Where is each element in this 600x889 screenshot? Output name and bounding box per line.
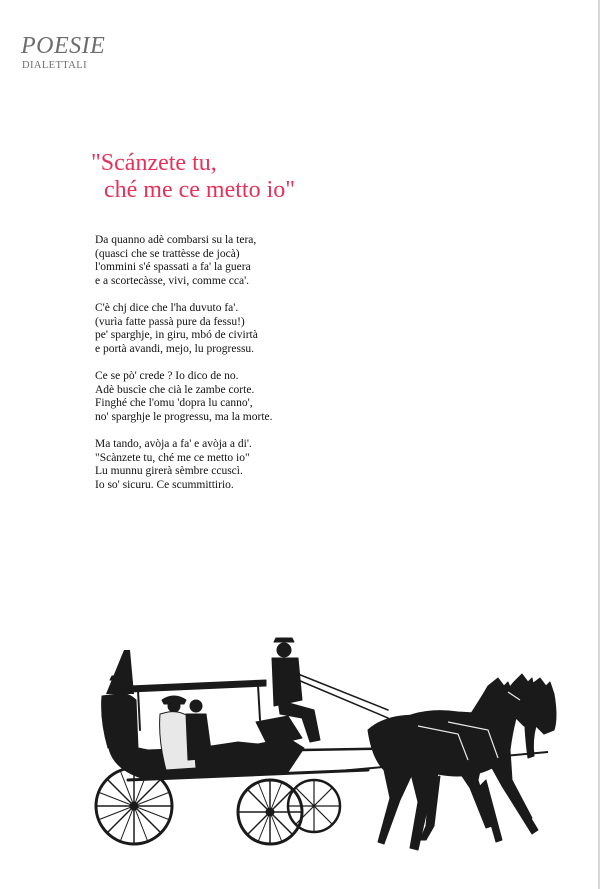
section-title: POESIE: [21, 33, 106, 59]
section-subtitle: DIALETTALI: [22, 60, 87, 71]
poem-verse: (quasci che se trattèsse de jocà): [95, 247, 240, 260]
poem-verse: Ma tando, avòja a fa' e avòja a di'.: [95, 438, 252, 450]
poem-stanza: [95, 370, 355, 424]
poem-verse: e portà avandi, mejo, lu progressu.: [95, 342, 255, 355]
poem-verse: Da quanno adè combarsi su la tera,: [95, 234, 257, 246]
poem-verse: Adè buscìe che cià le zambe corte.: [95, 383, 255, 396]
poem-verse: e a scortecàsse, vivi, comme cca'.: [95, 274, 250, 287]
poem-verse: pe' sparghje, in giru, mbó de civirtà: [95, 329, 258, 341]
poem-verse: l'ommini s'é spassati a fa' la guera: [95, 261, 251, 273]
poem-verse: "Scànzete tu, ché me ce metto io": [95, 451, 250, 464]
poem-title: [91, 150, 295, 204]
poem-title-line: "Scánzete tu,: [91, 150, 217, 176]
poem-verse: C'è chj dice che l'ha duvuto fa'.: [95, 302, 239, 314]
poem-verse: no' sparghje le progressu, ma la morte.: [95, 410, 273, 423]
poem-title-line: ché me ce metto io": [104, 177, 296, 203]
poem-verse: Ce se pò' crede ? Io dico de no.: [95, 370, 239, 382]
poem-stanza: [95, 234, 355, 288]
poem-verse: (vurìa fatte passà pure da fessu!): [95, 315, 245, 328]
poem-body: [95, 234, 355, 506]
poem-verse: Lu munnu girerà sèmbre ccuscì.: [95, 465, 243, 477]
poem-stanza: [95, 302, 355, 356]
horse-carriage-icon: [88, 630, 568, 865]
poem-verse: Finghé che l'omu 'dopra lu canno',: [95, 397, 253, 409]
poem-verse: Io so' sicuru. Ce scummittirio.: [95, 478, 234, 491]
poem-stanza: [95, 438, 355, 492]
